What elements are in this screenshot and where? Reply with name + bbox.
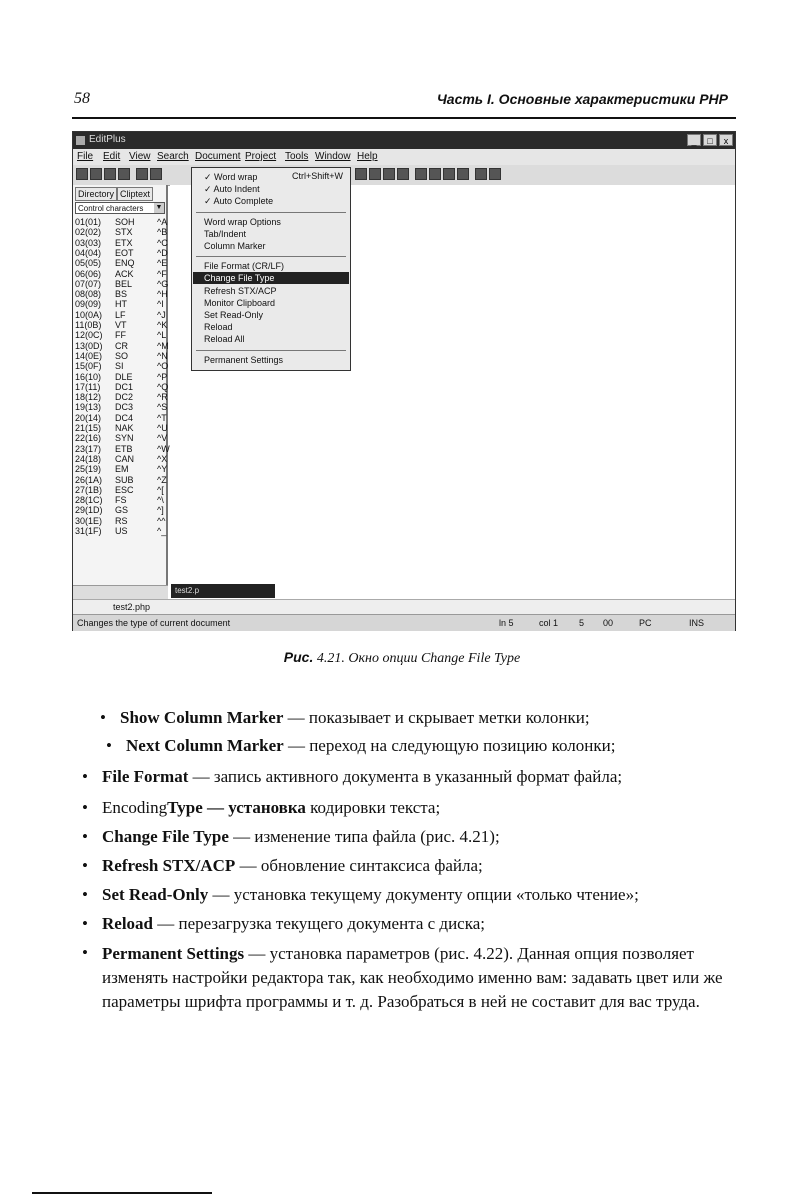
control-char-row[interactable] xyxy=(75,361,167,371)
undo-icon[interactable] xyxy=(397,168,409,180)
menu-project[interactable]: Project xyxy=(245,151,277,162)
figure-screenshot xyxy=(72,131,736,631)
control-char-row[interactable] xyxy=(75,464,167,474)
control-char-name: HT xyxy=(115,299,127,310)
status-lines: 5 xyxy=(579,618,585,628)
save-all-icon[interactable] xyxy=(118,168,130,180)
control-char-key: ^P xyxy=(157,371,168,382)
control-char-row[interactable] xyxy=(75,443,170,454)
control-char-code: 23(17) xyxy=(75,443,102,454)
bullet-desc: — изменение типа файла (рис. 4.21); xyxy=(228,827,500,846)
document-bar xyxy=(73,599,735,614)
bullet-desc: — перезагрузка текущего документа с диска; xyxy=(153,914,485,933)
control-char-row[interactable] xyxy=(75,238,167,248)
control-char-row[interactable] xyxy=(75,454,167,464)
control-char-key: ^K xyxy=(157,320,168,330)
browser-icon[interactable] xyxy=(457,168,469,180)
minimize-button[interactable]: _ xyxy=(687,134,701,146)
control-char-name: DC3 xyxy=(115,402,134,413)
document-menu-item[interactable]: Set Read-Only xyxy=(204,310,264,320)
control-char-name: CR xyxy=(115,340,128,351)
help-icon[interactable] xyxy=(489,168,501,180)
status-message: Changes the type of current document xyxy=(77,618,231,628)
bullet-term: Permanent Settings xyxy=(102,944,245,963)
control-char-name: NAK xyxy=(115,423,134,433)
cut-icon[interactable] xyxy=(355,168,367,180)
control-char-key: ^\ xyxy=(157,495,164,506)
document-tab[interactable] xyxy=(171,584,275,598)
bullet-desc: — показывает и скрывает метки колонки; xyxy=(283,708,590,727)
status-format: PC xyxy=(639,618,652,628)
control-char-row[interactable] xyxy=(75,526,167,536)
control-char-row[interactable] xyxy=(75,392,167,402)
control-char-name: STX xyxy=(115,227,133,238)
control-char-row[interactable] xyxy=(75,320,167,330)
bullet-desc: — установка текущему документу опции «только чтение»; xyxy=(208,885,639,904)
control-char-code: 08(08) xyxy=(75,289,102,300)
document-menu-item[interactable]: Reload xyxy=(204,322,233,333)
print-preview-icon[interactable] xyxy=(150,168,162,180)
control-char-code: 03(03) xyxy=(75,237,102,248)
control-char-row[interactable] xyxy=(75,382,167,392)
control-char-name: SYN xyxy=(115,433,134,444)
close-button[interactable]: x xyxy=(719,134,733,146)
document-tab-label: test2.p xyxy=(175,586,200,595)
menu-window[interactable]: Window xyxy=(315,151,351,162)
footer-rule xyxy=(32,1192,212,1194)
control-char-code: 10(0A) xyxy=(75,309,103,320)
tab-cliptext[interactable]: Cliptext xyxy=(117,187,153,201)
menu-document[interactable]: Document xyxy=(195,151,241,162)
menu-file[interactable]: File xyxy=(77,151,94,162)
control-char-code: 31(1F) xyxy=(75,526,102,536)
control-char-row[interactable] xyxy=(75,279,167,289)
control-char-code: 19(13) xyxy=(75,402,102,413)
document-menu-item[interactable]: ✓ Auto Complete xyxy=(204,196,274,207)
control-char-name: LF xyxy=(115,309,126,320)
control-char-name: SUB xyxy=(115,474,134,485)
control-char-name: FF xyxy=(115,330,126,341)
control-char-row[interactable] xyxy=(75,402,167,412)
paste-icon[interactable] xyxy=(383,168,395,180)
menu-separator xyxy=(196,350,346,351)
control-char-name: DC1 xyxy=(115,381,134,392)
document-menu-item[interactable]: Permanent Settings xyxy=(204,354,284,365)
bullet-term: Show Column Marker xyxy=(120,708,284,727)
control-char-row[interactable] xyxy=(75,330,167,340)
control-char-code: 26(1A) xyxy=(75,474,103,485)
replace-icon[interactable] xyxy=(429,168,441,180)
control-char-code: 01(01) xyxy=(75,217,102,227)
control-char-key: ^C xyxy=(157,237,168,248)
control-char-name: ESC xyxy=(115,484,134,495)
control-char-code: 27(1B) xyxy=(75,484,103,495)
caption-label: Рис. xyxy=(283,649,314,665)
control-char-key: ^J xyxy=(157,309,166,320)
control-char-name: DC4 xyxy=(115,412,134,423)
control-char-row[interactable] xyxy=(75,475,167,485)
control-char-key: ^H xyxy=(157,289,168,300)
document-menu-item[interactable]: Word wrap Options xyxy=(204,216,281,227)
spell-icon[interactable] xyxy=(475,168,487,180)
status-line: ln 5 xyxy=(499,618,514,628)
toolbar xyxy=(73,165,735,186)
control-char-name: ACK xyxy=(115,268,134,279)
page-number: 58 xyxy=(74,90,90,107)
control-char-code: 09(09) xyxy=(75,299,102,310)
control-char-row[interactable] xyxy=(75,289,167,299)
word-wrap-icon[interactable] xyxy=(443,168,455,180)
document-menu-item[interactable]: Refresh STX/ACP xyxy=(204,285,277,296)
menu-help[interactable]: Help xyxy=(357,151,378,162)
menubar xyxy=(73,149,735,166)
control-char-row[interactable] xyxy=(75,351,167,361)
caption-text: 4.21. Окно опции Change File Type xyxy=(316,651,521,666)
control-char-name: ETX xyxy=(115,237,133,248)
control-char-name: US xyxy=(115,526,128,536)
control-char-code: 15(0F) xyxy=(75,361,102,372)
control-char-key: ^_ xyxy=(157,526,167,536)
control-char-key: ^Y xyxy=(157,464,168,475)
control-char-name: CAN xyxy=(115,453,135,464)
control-char-key: ^D xyxy=(157,247,168,258)
control-char-row[interactable] xyxy=(75,505,167,515)
control-char-name: RS xyxy=(115,515,128,526)
control-char-name: EOT xyxy=(115,247,134,258)
bullet-term: Next Column Marker xyxy=(126,736,284,755)
new-file-icon[interactable] xyxy=(76,168,88,180)
menu-tools[interactable]: Tools xyxy=(285,151,309,162)
control-char-row[interactable] xyxy=(75,433,167,443)
control-char-row[interactable] xyxy=(75,269,167,279)
control-char-code: 13(0D) xyxy=(75,340,103,351)
control-char-code: 21(15) xyxy=(75,423,102,433)
control-char-row[interactable] xyxy=(75,310,167,320)
control-char-code: 17(11) xyxy=(75,381,101,392)
control-char-key: ^V xyxy=(157,433,168,444)
control-char-key: ^A xyxy=(157,217,168,227)
control-char-code: 07(07) xyxy=(75,278,102,289)
control-char-row[interactable] xyxy=(75,485,167,495)
bullet-desc: — обновление синтаксиса файла; xyxy=(235,856,483,875)
control-char-key: ^G xyxy=(157,278,169,289)
document-menu-item[interactable]: Change File Type xyxy=(204,273,275,284)
control-char-code: 24(18) xyxy=(75,453,102,464)
copy-icon[interactable] xyxy=(369,168,381,180)
control-char-row[interactable] xyxy=(75,227,167,237)
control-char-key: ^M xyxy=(157,340,169,351)
print-icon[interactable] xyxy=(136,168,148,180)
maximize-button[interactable]: □ xyxy=(703,134,717,146)
menu-edit[interactable]: Edit xyxy=(103,151,121,162)
bullet-term: File Format xyxy=(102,767,189,786)
document-file-name[interactable]: test2.php xyxy=(113,602,151,612)
control-char-key: ^[ xyxy=(157,484,164,495)
control-char-key: ^R xyxy=(157,392,168,403)
status-col: col 1 xyxy=(539,618,559,628)
bullet-term: Set Read-Only xyxy=(102,885,209,904)
control-char-code: 02(02) xyxy=(75,227,102,238)
control-char-name: ETB xyxy=(115,443,133,454)
control-char-key: ^O xyxy=(157,361,169,372)
bullet-term: Reload xyxy=(102,914,153,933)
control-char-code: 16(10) xyxy=(75,371,102,382)
document-menu-item[interactable]: Column Marker xyxy=(204,241,266,251)
control-char-row[interactable] xyxy=(75,299,167,309)
control-char-key: ^L xyxy=(157,330,167,341)
control-char-code: 06(06) xyxy=(75,268,102,279)
control-char-row[interactable] xyxy=(75,372,167,382)
control-char-key: ^Q xyxy=(157,381,169,392)
control-char-key: ^Z xyxy=(157,474,167,485)
cliptext-select-value: Control characters xyxy=(78,204,144,213)
control-char-key: ^T xyxy=(157,412,167,423)
control-char-key: ^U xyxy=(157,423,168,433)
control-char-key: ^N xyxy=(157,350,168,361)
document-menu-item[interactable]: ✓ Auto Indent xyxy=(204,184,260,195)
cliptext-select[interactable] xyxy=(75,202,165,214)
control-char-code: 25(19) xyxy=(75,464,102,475)
control-char-code: 11(0B) xyxy=(75,320,102,330)
bullet-term: Type — установка xyxy=(167,798,306,817)
control-char-code: 29(1D) xyxy=(75,505,103,516)
control-char-name: BEL xyxy=(115,278,133,289)
control-char-row[interactable] xyxy=(75,248,167,258)
document-menu xyxy=(191,167,351,371)
control-char-key: ^S xyxy=(157,402,168,413)
menu-separator xyxy=(196,256,346,257)
document-menu-item[interactable]: File Format (CR/LF) xyxy=(204,261,285,272)
panel-scrollbar[interactable] xyxy=(73,585,168,600)
control-char-row[interactable] xyxy=(75,341,167,351)
window-title: EditPlus xyxy=(89,134,126,145)
control-char-code: 20(14) xyxy=(75,412,102,423)
menu-view[interactable]: View xyxy=(129,151,151,162)
bullet-term: Refresh STX/ACP xyxy=(102,856,236,875)
control-char-code: 22(16) xyxy=(75,433,102,444)
word-wrap-shortcut: Ctrl+Shift+W xyxy=(292,171,344,181)
control-char-name: EM xyxy=(115,464,129,475)
control-char-row[interactable] xyxy=(75,413,167,423)
control-char-key: ^I xyxy=(157,299,164,310)
control-char-name: BS xyxy=(115,289,128,300)
control-char-name: SI xyxy=(115,361,124,372)
status-size: 00 xyxy=(603,618,614,628)
bullet-desc: кодировки текста; xyxy=(305,798,441,817)
control-char-code: 14(0E) xyxy=(75,350,103,361)
document-menu-item[interactable]: Monitor Clipboard xyxy=(204,297,276,308)
header-rule xyxy=(72,117,736,119)
control-char-name: ENQ xyxy=(115,258,135,269)
control-char-code: 04(04) xyxy=(75,247,102,258)
status-bar xyxy=(73,614,735,631)
bullet-term: Change File Type xyxy=(102,827,229,846)
window-titlebar xyxy=(73,132,735,149)
control-char-name: SO xyxy=(115,350,129,361)
open-file-icon[interactable] xyxy=(90,168,102,180)
figure-caption xyxy=(0,649,804,667)
app-icon xyxy=(76,136,85,145)
bullet-desc: — запись активного документа в указанный формат файла; xyxy=(188,767,623,786)
document-menu-item[interactable]: ✓ Word wrap xyxy=(204,172,258,182)
chevron-down-icon: ▼ xyxy=(155,204,163,211)
control-char-code: 28(1C) xyxy=(75,495,103,506)
running-title: Часть I. Основные характеристики PHP xyxy=(436,91,728,107)
document-menu-item[interactable]: Reload All xyxy=(204,334,245,345)
control-char-key: ^F xyxy=(157,268,167,279)
control-char-name: GS xyxy=(115,505,129,516)
control-char-code: 12(0C) xyxy=(75,330,103,341)
control-char-key: ^B xyxy=(157,227,168,238)
control-char-row[interactable] xyxy=(75,495,167,505)
control-char-row[interactable] xyxy=(75,217,167,227)
control-char-key: ^X xyxy=(157,453,168,464)
control-char-row[interactable] xyxy=(75,423,167,433)
control-char-name: DLE xyxy=(115,371,133,382)
control-char-key: ^W xyxy=(157,443,170,454)
bullet-desc: — переход на следующую позицию колонки; xyxy=(283,736,616,755)
control-char-key: ^] xyxy=(157,505,164,516)
control-char-code: 30(1E) xyxy=(75,515,103,526)
status-mode: INS xyxy=(689,618,705,628)
control-char-code: 05(05) xyxy=(75,258,102,269)
control-char-name: FS xyxy=(115,495,127,506)
control-char-name: DC2 xyxy=(115,392,134,403)
control-char-row[interactable] xyxy=(75,516,167,526)
save-icon[interactable] xyxy=(104,168,116,180)
menu-search[interactable]: Search xyxy=(157,151,189,162)
find-icon[interactable] xyxy=(415,168,427,180)
control-char-row[interactable] xyxy=(75,258,167,268)
control-char-code: 18(12) xyxy=(75,392,102,403)
menu-separator xyxy=(196,212,346,213)
control-char-name: VT xyxy=(115,320,127,330)
control-char-name: SOH xyxy=(115,217,135,227)
directory-panel xyxy=(73,185,168,585)
tab-directory[interactable]: Directory xyxy=(75,187,117,201)
control-char-key: ^E xyxy=(157,258,168,269)
document-menu-item[interactable]: Tab/Indent xyxy=(204,228,247,239)
control-char-key: ^^ xyxy=(157,515,166,526)
bullet-prefix: Encoding xyxy=(102,798,168,817)
bullet-desc: — установка параметров (рис. 4.22). Данная опция позволяет изменять настройки редактора так, как необходимо именно вам: задавать цвет или же параметры шрифта программы и т. д. Разобраться в ней не составит для вас труда. xyxy=(102,944,723,1011)
